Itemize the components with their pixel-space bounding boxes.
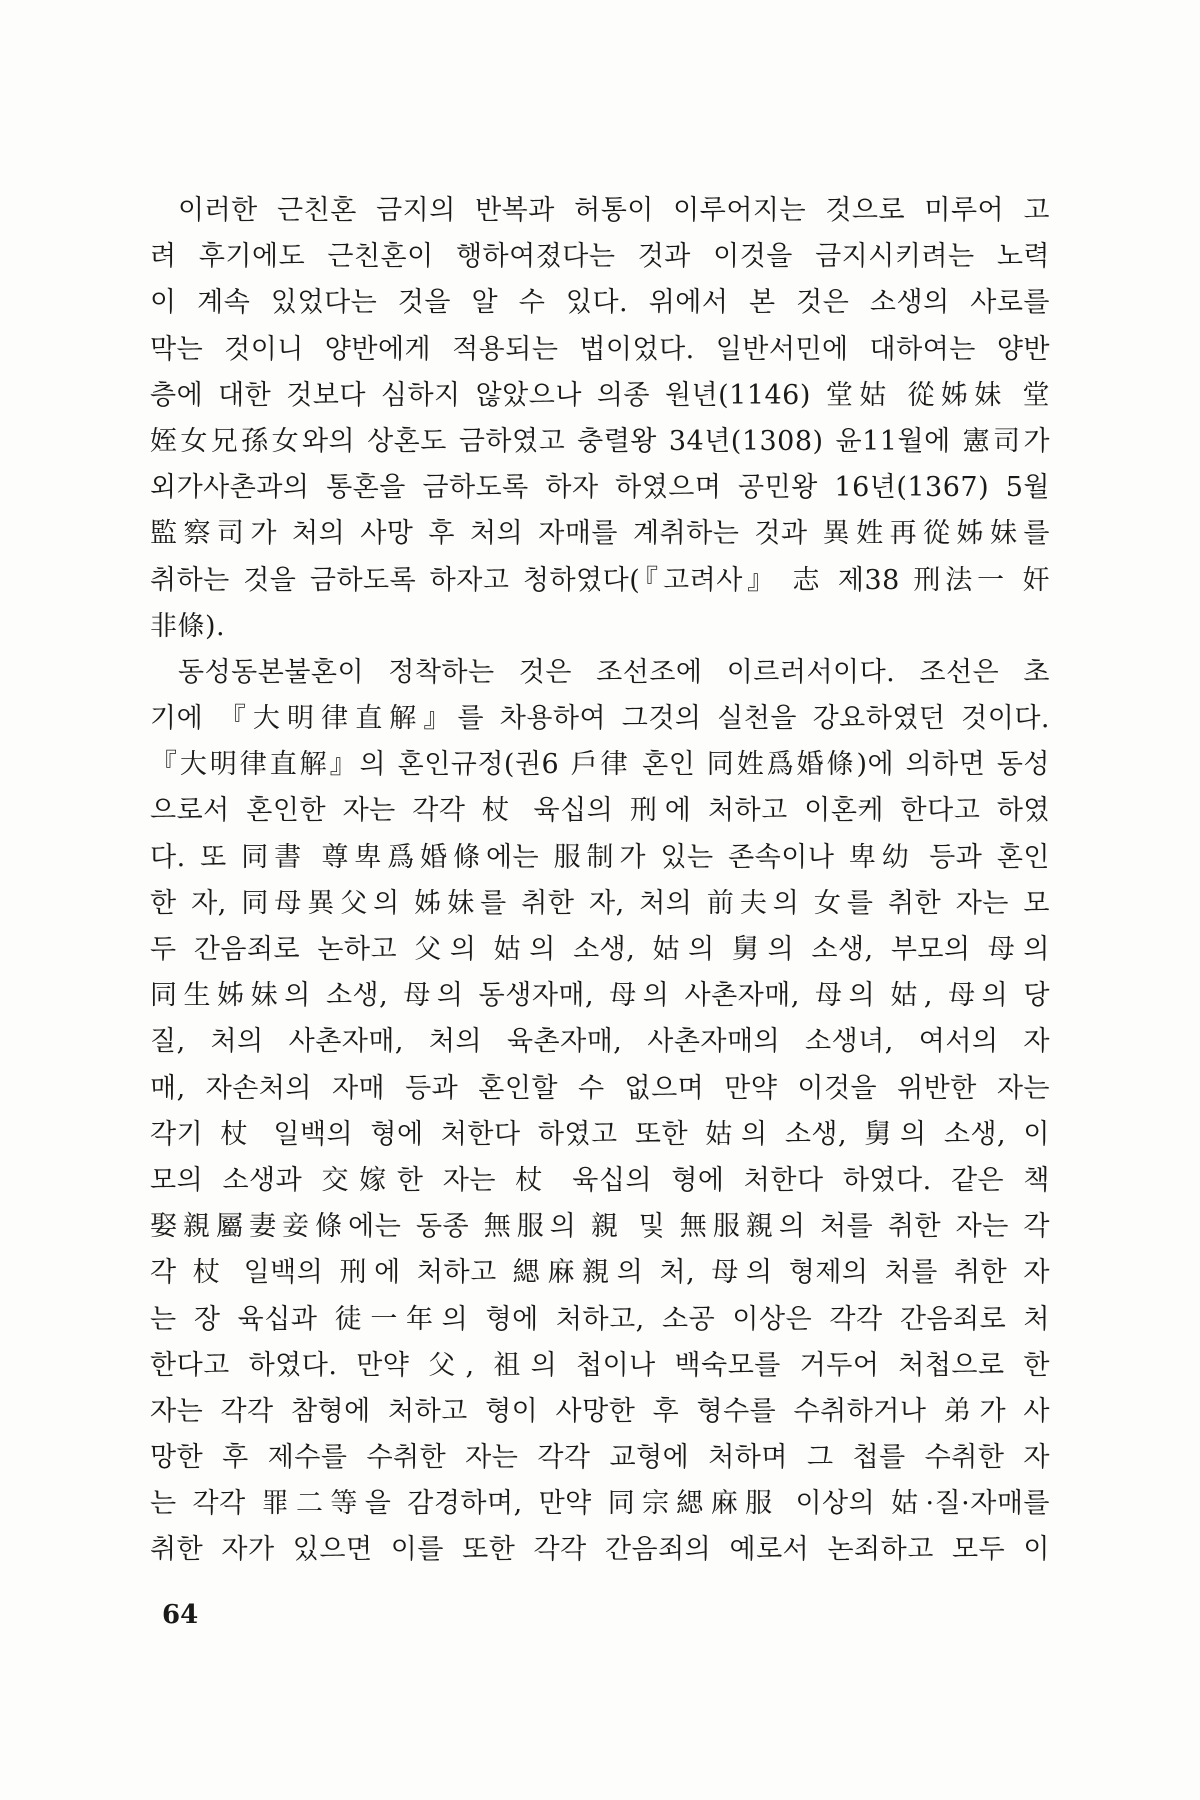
text-line: 姪女兄孫女와의 상혼도 금하였고 충렬왕 34년(1308) 윤11월에 憲司가	[150, 425, 1050, 457]
text-line: 려 후기에도 근친혼이 행하여졌다는 것과 이것을 금지시키려는 노력	[150, 241, 1050, 273]
text-line: 매, 자손처의 자매 등과 혼인할 수 없으며 만약 이것을 위반한 자는	[150, 1072, 1050, 1104]
paragraph-2	[150, 650, 1050, 1574]
text-line: 막는 것이니 양반에게 적용되는 법이었다. 일반서민에 대하여는 양반	[150, 333, 1050, 365]
body-text	[150, 188, 1050, 1574]
text-line: 층에 대한 것보다 심하지 않았으나 의종 원년(1146) 堂姑 從姊妹 堂	[150, 379, 1050, 411]
text-line: 監察司가 처의 사망 후 처의 자매를 계취하는 것과 異姓再從姊妹를	[150, 518, 1050, 550]
text-line: 모의 소생과 交嫁한 자는 杖 육십의 형에 처한다 하였다. 같은 책	[150, 1164, 1050, 1196]
text-line: 는 장 육십과 徒一年의 형에 처하고, 소공 이상은 각각 간음죄로 처	[150, 1303, 1050, 1335]
text-line: 同生姊妹의 소생, 母의 동생자매, 母의 사촌자매, 母의 姑, 母의 당	[150, 980, 1050, 1012]
text-line: 두 간음죄로 논하고 父의 姑의 소생, 姑의 舅의 소생, 부모의 母의	[150, 934, 1050, 965]
text-line: 기에 『大明律直解』를 차용하여 그것의 실천을 강요하였던 것이다.	[150, 703, 1050, 735]
text-line: 질, 처의 사촌자매, 처의 육촌자매, 사촌자매의 소생녀, 여서의 자	[150, 1026, 1050, 1058]
text-line: 각기 杖 일백의 형에 처한다 하였고 또한 姑의 소생, 舅의 소생, 이	[150, 1118, 1050, 1150]
text-line: 이러한 근친혼 금지의 반복과 허통이 이루어지는 것으로 미루어 고	[178, 195, 1050, 226]
text-line: 동성동본불혼이 정착하는 것은 조선조에 이르러서이다. 조선은 초	[178, 656, 1050, 688]
text-line: 다. 또 同書 尊卑爲婚條에는 服制가 있는 존속이나 卑幼 등과 혼인	[150, 841, 1050, 873]
text-line: 취하는 것을 금하도록 하자고 청하였다(『고려사』 志 제38 刑法一 奸	[150, 564, 1050, 596]
paragraph-1	[150, 188, 1050, 650]
text-line: 非條).	[150, 610, 226, 642]
text-line: 취한 자가 있으면 이를 또한 각각 간음죄의 예로서 논죄하고 모두 이	[150, 1534, 1050, 1566]
text-line: 는 각각 罪二等을 감경하며, 만약 同宗緦麻服 이상의 姑·질·자매를	[150, 1488, 1050, 1520]
text-line: 망한 후 제수를 수취한 자는 각각 교형에 처하며 그 첩를 수취한 자	[150, 1442, 1050, 1474]
text-line: 이 계속 있었다는 것을 알 수 있다. 위에서 본 것은 소생의 사로를	[150, 287, 1050, 319]
text-line: 으로서 혼인한 자는 각각 杖 육십의 刑에 처하고 이혼케 한다고 하였	[150, 795, 1050, 827]
text-line: 한다고 하였다. 만약 父, 祖의 첩이나 백숙모를 거두어 처첩으로 한	[150, 1349, 1050, 1381]
text-line: 한 자, 同母異父의 姊妹를 취한 자, 처의 前夫의 女를 취한 자는 모	[150, 887, 1050, 919]
text-line: 『大明律直解』의 혼인규정(권6 戶律 혼인 同姓爲婚條)에 의하면 동성	[150, 749, 1050, 781]
text-line: 각 杖 일백의 刑에 처하고 緦麻親의 처, 母의 형제의 처를 취한 자	[150, 1257, 1050, 1289]
text-line: 외가사촌과의 통혼을 금하도록 하자 하였으며 공민왕 16년(1367) 5월	[150, 472, 1050, 504]
page-number: 64	[162, 1600, 199, 1630]
text-line: 娶親屬妻妾條에는 동종 無服의 親 및 無服親의 처를 취한 자는 각	[150, 1211, 1050, 1243]
text-line: 자는 각각 참형에 처하고 형이 사망한 후 형수를 수취하거나 弟가 사	[150, 1395, 1050, 1427]
